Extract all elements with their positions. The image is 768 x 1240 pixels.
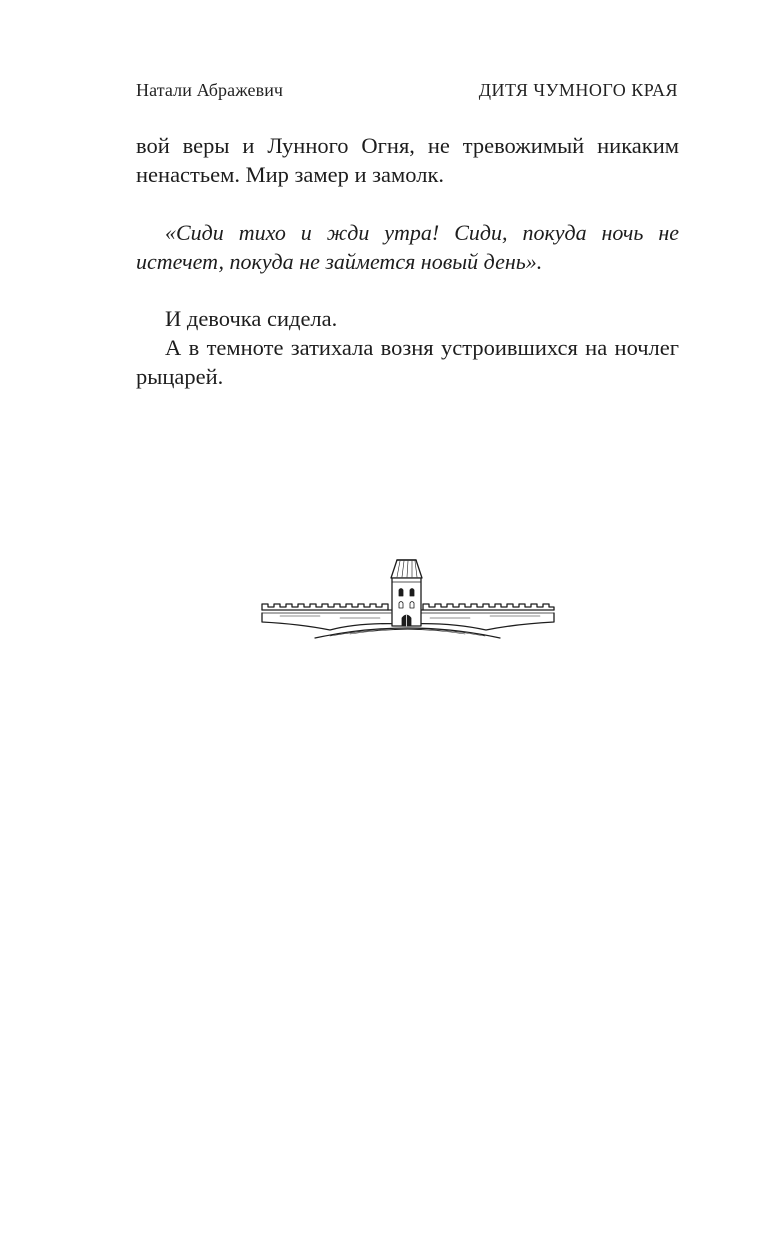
paragraph-text: А в темноте затихала возня устроившихся на ночлег рыцарей.	[136, 335, 679, 389]
body-paragraph-2	[136, 304, 679, 333]
paragraph-text: И девочка сидела.	[165, 306, 338, 331]
quote-text: «Сиди тихо и жди утра! Сиди, покуда ночь не истечет, покуда не займется новый день».	[136, 220, 679, 274]
header-author: Натали Абражевич	[136, 80, 284, 100]
body-paragraph-1	[136, 131, 679, 189]
castle-wall-tower-icon	[260, 552, 556, 642]
paragraph-text: вой веры и Лунного Огня, не тревожимый никаким ненастьем. Мир замер и замолк.	[136, 133, 679, 187]
header-book-title: ДИТЯ ЧУМНОГО КРАЯ	[478, 80, 678, 100]
body-paragraph-3	[136, 333, 679, 391]
running-header	[136, 80, 678, 104]
italic-quote	[136, 218, 679, 276]
